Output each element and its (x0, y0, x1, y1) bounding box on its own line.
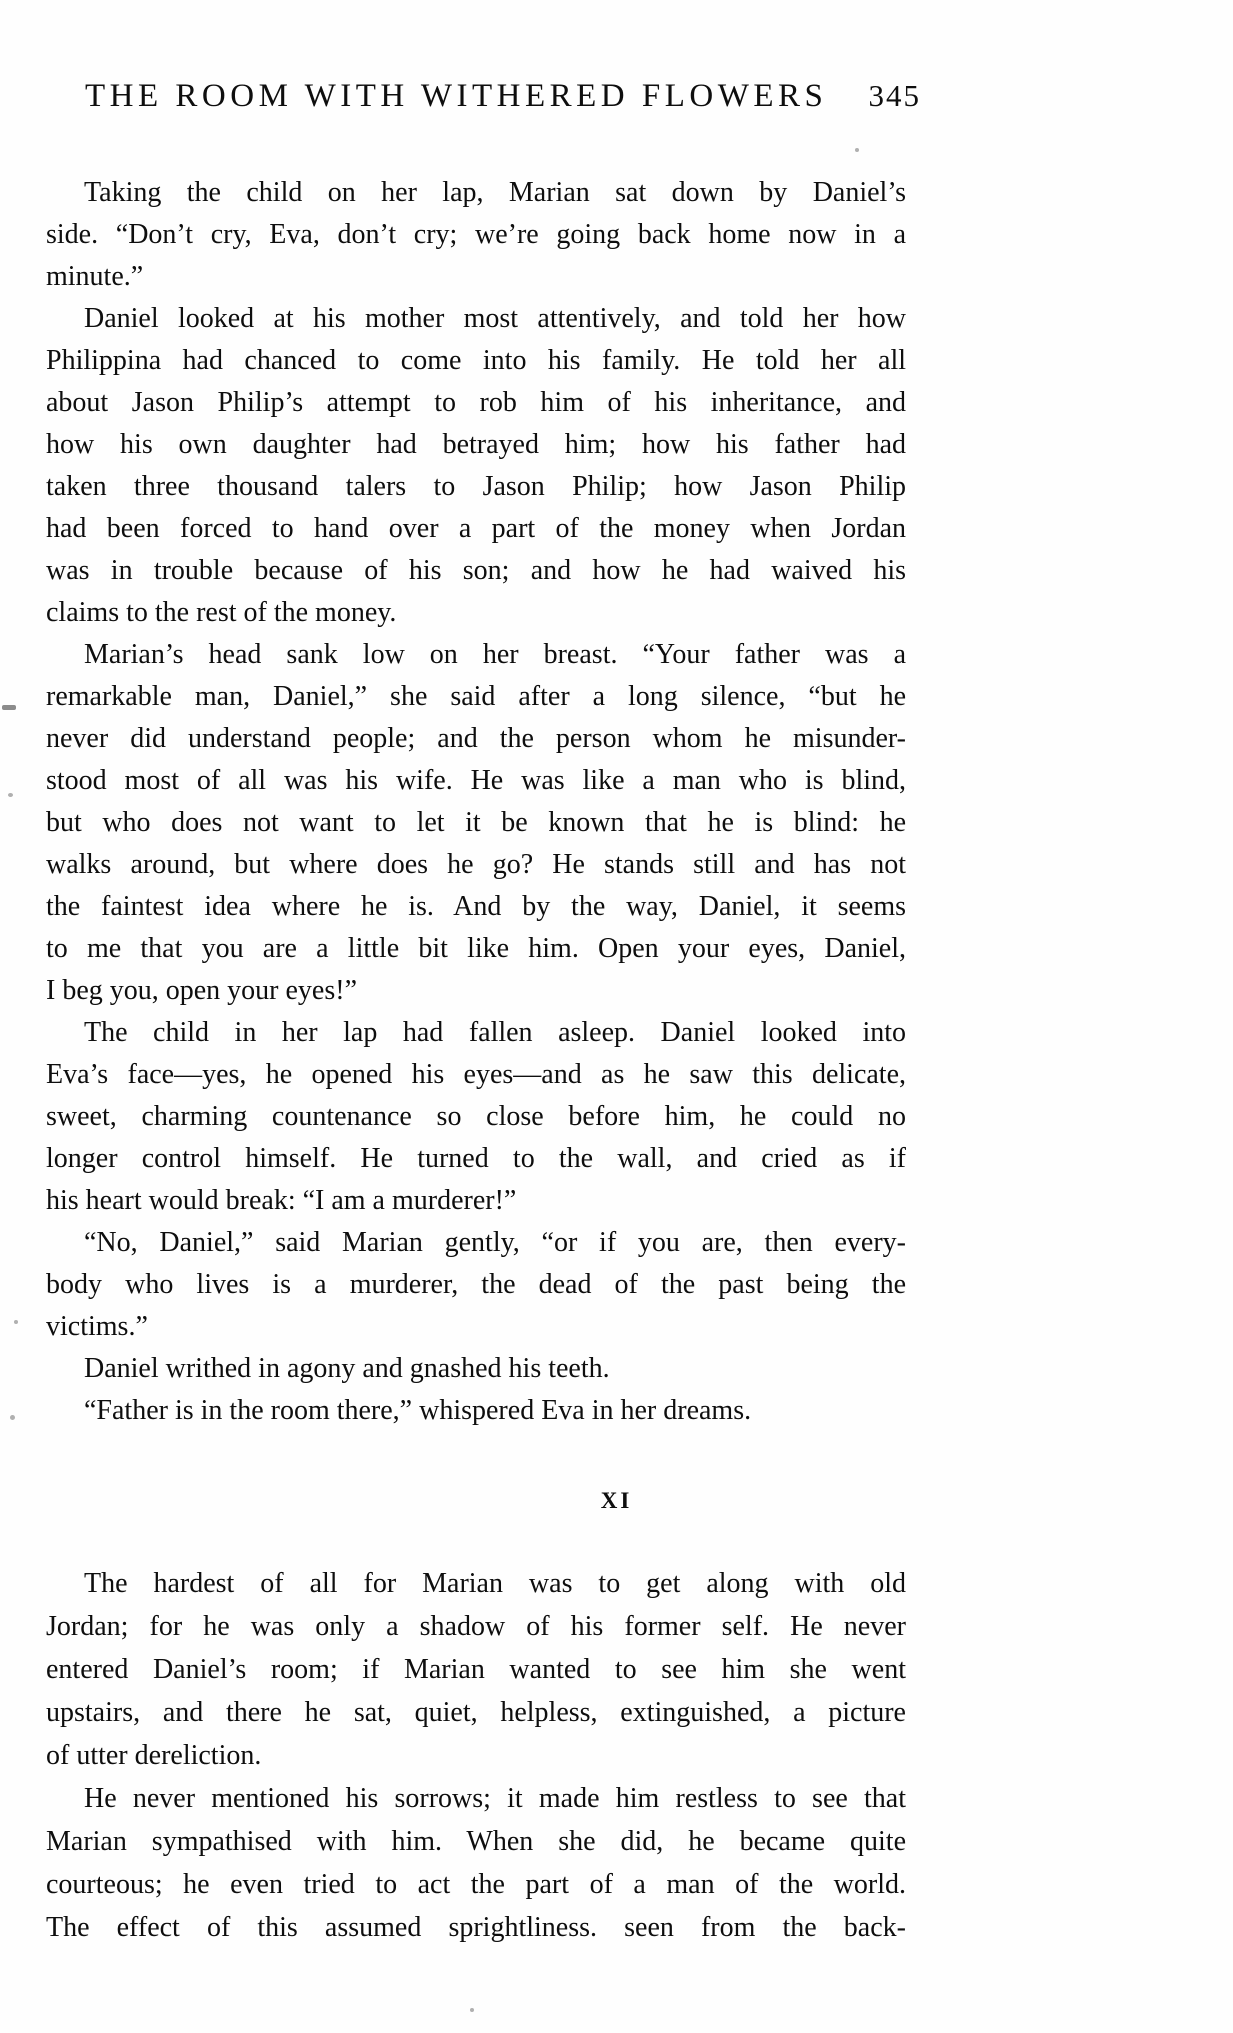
text-line: side. “Don’t cry, Eva, don’t cry; we’re going back home now in a (46, 219, 906, 250)
text-line: The effect of this assumed sprightliness. seen from the back- (46, 1912, 906, 1943)
text-line: sweet, charming countenance so close before him, he could no (46, 1101, 906, 1132)
text-line: entered Daniel’s room; if Marian wanted to see him she went (46, 1654, 906, 1685)
text-line: Daniel looked at his mother most attentively, and told her how (84, 303, 906, 334)
text-line: Jordan; for he was only a shadow of his former self. He never (46, 1611, 906, 1642)
running-title: THE ROOM WITH WITHERED FLOWERS (85, 78, 828, 114)
text-line: He never mentioned his sorrows; it made him restless to see that (84, 1783, 906, 1814)
text-line: how his own daughter had betrayed him; how his father had (46, 429, 906, 460)
page-number: 345 (868, 78, 921, 113)
text-line: stood most of all was his wife. He was like a man who is blind, (46, 765, 906, 796)
scan-speck (2, 705, 16, 710)
text-line: The child in her lap had fallen asleep. Daniel looked into (84, 1017, 906, 1048)
scan-speck (10, 1415, 15, 1420)
text-line: had been forced to hand over a part of the money when Jordan (46, 513, 906, 544)
text-line: courteous; he even tried to act the part of a man of the world. (46, 1869, 906, 1900)
scan-speck (14, 1320, 18, 1324)
text-line: minute.” (46, 261, 144, 292)
scan-speck (8, 793, 13, 797)
text-block-lower (46, 1562, 906, 1949)
page-header (85, 78, 921, 115)
text-line: Eva’s face—yes, he opened his eyes—and as he saw this delicate, (46, 1059, 906, 1090)
text-line: I beg you, open your eyes!” (46, 975, 358, 1006)
text-line: upstairs, and there he sat, quiet, helpless, extinguished, a picture (46, 1697, 906, 1728)
text-line: “No, Daniel,” said Marian gently, “or if you are, then every- (84, 1227, 906, 1258)
text-line: the faintest idea where he is. And by the way, Daniel, it seems (46, 891, 906, 922)
text-line: his heart would break: “I am a murderer!” (46, 1185, 517, 1216)
section-number: XI (600, 1488, 633, 1513)
text-line: Daniel writhed in agony and gnashed his teeth. (84, 1353, 610, 1384)
text-line: Marian’s head sank low on her breast. “Your father was a (84, 639, 906, 670)
text-line: remarkable man, Daniel,” she said after a long silence, “but he (46, 681, 906, 712)
text-line: taken three thousand talers to Jason Philip; how Jason Philip (46, 471, 906, 502)
text-line: to me that you are a little bit like him. Open your eyes, Daniel, (46, 933, 906, 964)
text-line: “Father is in the room there,” whispered Eva in her dreams. (84, 1395, 752, 1426)
text-line: was in trouble because of his son; and how he had waived his (46, 555, 906, 586)
scan-speck (855, 148, 859, 152)
text-line: The hardest of all for Marian was to get along with old (84, 1568, 906, 1599)
text-line: victims.” (46, 1311, 148, 1342)
text-line: but who does not want to let it be known that he is blind: he (46, 807, 906, 838)
text-line: longer control himself. He turned to the wall, and cried as if (46, 1143, 906, 1174)
text-line: claims to the rest of the money. (46, 597, 397, 628)
scan-speck (470, 2008, 474, 2012)
text-block-upper (46, 172, 906, 1432)
text-line: never did understand people; and the person whom he misunder- (46, 723, 906, 754)
text-line: Taking the child on her lap, Marian sat down by Daniel’s (84, 177, 906, 208)
text-line: about Jason Philip’s attempt to rob him of his inheritance, and (46, 387, 906, 418)
text-line: body who lives is a murderer, the dead of the past being the (46, 1269, 906, 1300)
text-line: walks around, but where does he go? He stands still and has not (46, 849, 906, 880)
text-line: of utter dereliction. (46, 1740, 262, 1771)
text-line: Philippina had chanced to come into his family. He told her all (46, 345, 906, 376)
text-line: Marian sympathised with him. When she did, he became quite (46, 1826, 906, 1857)
